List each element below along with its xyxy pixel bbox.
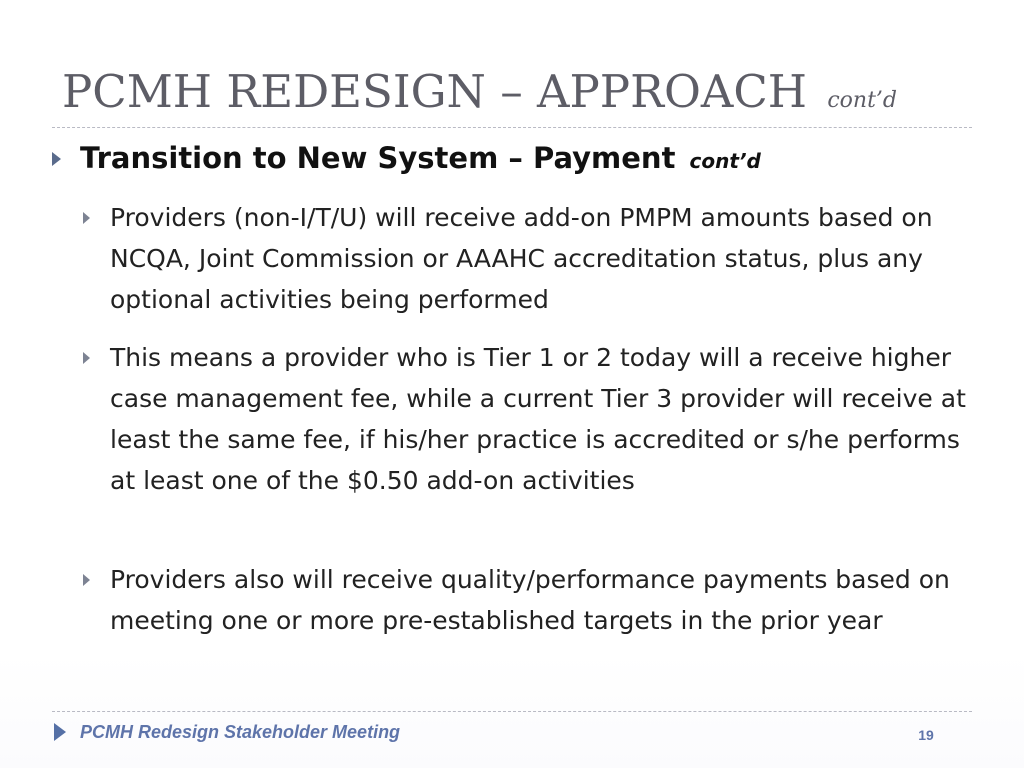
footer-divider	[52, 711, 972, 712]
bullet-icon	[83, 212, 90, 224]
bullet-icon	[83, 352, 90, 364]
section-heading-text: Transition to New System – Payment	[80, 141, 676, 175]
footer-arrow-icon	[54, 723, 66, 741]
title-divider	[52, 127, 972, 128]
footer-meeting-title: PCMH Redesign Stakeholder Meeting	[80, 722, 401, 742]
title-main: PCMH REDESIGN – APPROACH	[62, 65, 808, 118]
page-number: 19	[918, 727, 934, 743]
title-continuation: cont’d	[827, 88, 897, 113]
bullet-item-3: Providers also will receive quality/performance payments based on meeting one or more pre-established targets in the prior year	[110, 565, 950, 635]
section-heading-continuation: cont’d	[689, 149, 761, 173]
page-title	[62, 62, 982, 122]
bullet-item-2: This means a provider who is Tier 1 or 2 today will a receive higher case management fee, while a current Tier 3 provider will receive at least the same fee, if his/her practice is accredited or s/he performs at least one of the $0.50 add-on activities	[110, 343, 966, 495]
heading-bullet-icon	[52, 152, 61, 166]
bullet-icon	[83, 574, 90, 586]
section-heading	[80, 139, 960, 180]
bullet-item-1: Providers (non-I/T/U) will receive add-on PMPM amounts based on NCQA, Joint Commission or AAAHC accreditation status, plus any optional activities being performed	[110, 203, 933, 314]
